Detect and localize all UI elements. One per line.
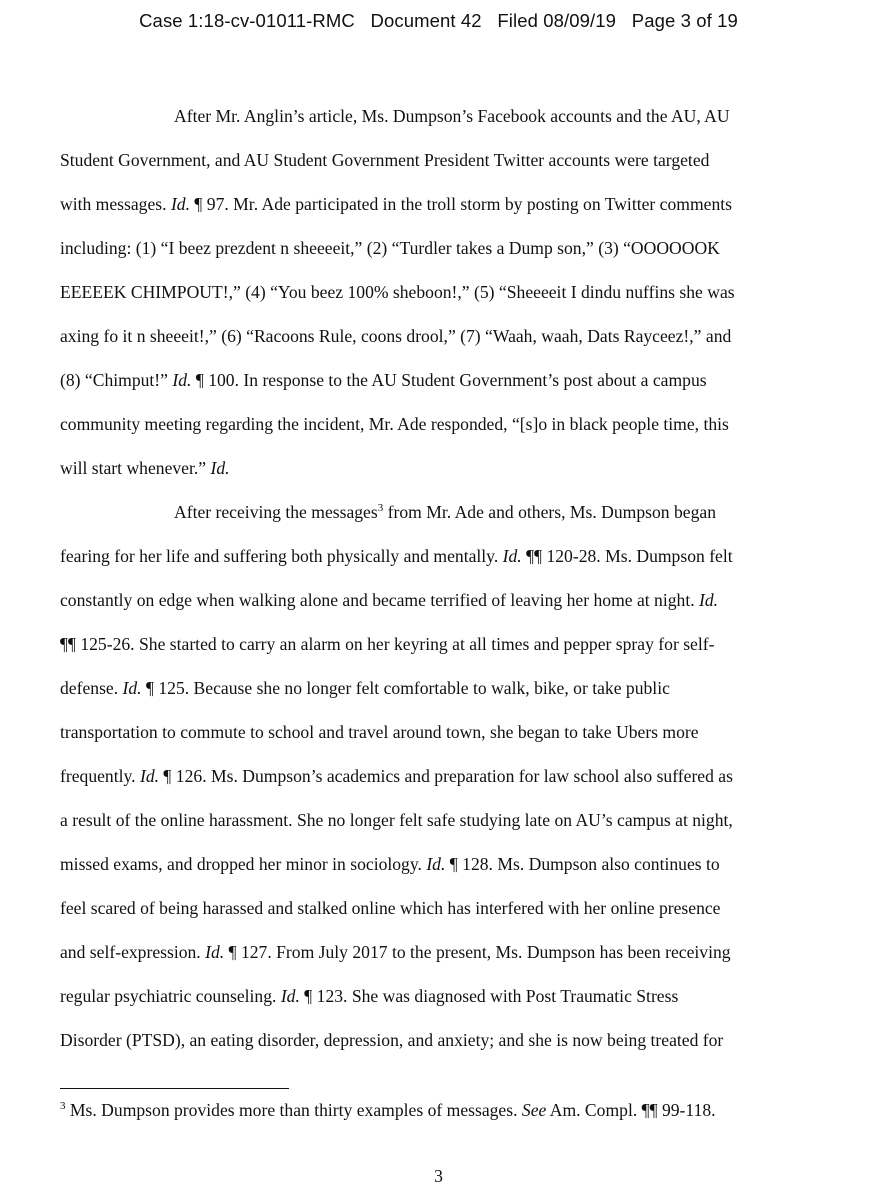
citation-id: Id. bbox=[699, 590, 719, 610]
text-run: frequently. bbox=[60, 766, 140, 786]
text-run: transportation to commute to school and travel around town, she began to take Ubers more bbox=[60, 722, 699, 742]
text-line bbox=[60, 314, 808, 358]
text-run: constantly on edge when walking alone and became terrified of leaving her home at night. bbox=[60, 590, 700, 610]
footnote-divider bbox=[60, 1088, 289, 1089]
text-run: missed exams, and dropped her minor in sociology. bbox=[60, 854, 427, 874]
citation-id: Id. bbox=[280, 986, 300, 1006]
text-run: ¶¶ 125-26. She started to carry an alarm on her keyring at all times and pepper spray for self- bbox=[60, 634, 715, 654]
paragraph-2 bbox=[60, 490, 808, 1062]
citation-id: Id. bbox=[502, 546, 522, 566]
citation-id: Id. bbox=[205, 942, 225, 962]
text-run: ¶ 125. Because she no longer felt comfortable to walk, bike, or take public bbox=[141, 678, 670, 698]
document-body bbox=[60, 94, 808, 1062]
text-line bbox=[60, 974, 808, 1018]
text-run: ¶ 127. From July 2017 to the present, Ms. Dumpson has been receiving bbox=[224, 942, 731, 962]
text-line bbox=[60, 798, 808, 842]
text-line bbox=[60, 490, 808, 534]
text-line bbox=[60, 270, 808, 314]
text-line bbox=[60, 94, 808, 138]
citation-id: Id. bbox=[139, 766, 160, 786]
page-number: 3 bbox=[434, 1166, 443, 1186]
text-run: axing fo it n sheeeit!,” (6) “Racoons Rule, coons drool,” (7) “Waah, waah, Dats Rayceez!,” and bbox=[60, 326, 732, 346]
citation-id: Id. bbox=[172, 370, 192, 390]
citation-id: Id. bbox=[210, 458, 230, 478]
text-run: regular psychiatric counseling. bbox=[60, 986, 281, 1006]
text-run: defense. bbox=[60, 678, 123, 698]
footnote-marker: 3 bbox=[60, 1100, 66, 1113]
text-line bbox=[60, 842, 808, 886]
text-line bbox=[60, 138, 808, 182]
text-run: and self-expression. bbox=[60, 942, 206, 962]
text-run: a result of the online harassment. She no longer felt safe studying late on AU’s campus at night, bbox=[60, 810, 733, 830]
text-line bbox=[60, 1018, 808, 1062]
text-run: community meeting regarding the incident, Mr. Ade responded, “[s]o in black people time, this bbox=[60, 414, 729, 434]
text-run: ¶ 128. Ms. Dumpson also continues to bbox=[445, 854, 720, 874]
text-run: EEEEEK CHIMPOUT!,” (4) “You beez 100% sheboon!,” (5) “Sheeeeit I dindu nuffins she was bbox=[60, 282, 735, 302]
text-run: (8) “Chimput!” bbox=[60, 370, 173, 390]
footnote-citation: Am. Compl. ¶¶ 99-118. bbox=[546, 1100, 716, 1120]
paragraph-1 bbox=[60, 94, 808, 490]
citation-id: Id. bbox=[122, 678, 142, 698]
text-run: Disorder (PTSD), an eating disorder, depression, and anxiety; and she is now being treated for bbox=[60, 1030, 724, 1050]
citation-id: Id. bbox=[426, 854, 446, 874]
text-line bbox=[60, 666, 808, 710]
text-run: from Mr. Ade and others, Ms. Dumpson began bbox=[383, 502, 716, 522]
text-run: Student Government, and AU Student Government President Twitter accounts were targeted bbox=[60, 150, 710, 170]
text-line bbox=[60, 886, 808, 930]
text-run: feel scared of being harassed and stalked online which has interfered with her online presence bbox=[60, 898, 721, 918]
text-line bbox=[60, 534, 808, 578]
footnote-3 bbox=[60, 1098, 820, 1122]
text-run: with messages. bbox=[60, 194, 171, 214]
text-line bbox=[60, 402, 808, 446]
text-line bbox=[60, 226, 808, 270]
text-run: ¶ 126. Ms. Dumpson’s academics and preparation for law school also suffered as bbox=[159, 766, 733, 786]
text-line bbox=[60, 754, 808, 798]
text-line bbox=[60, 182, 808, 226]
citation-id: Id. bbox=[170, 194, 190, 214]
text-run: including: (1) “I beez prezdent n sheeeeit,” (2) “Turdler takes a Dump son,” (3) “OOOOOOK bbox=[60, 238, 720, 258]
text-run: After Mr. Anglin’s article, Ms. Dumpson’s Facebook accounts and the AU, AU bbox=[174, 106, 730, 126]
text-line bbox=[60, 578, 808, 622]
text-line bbox=[60, 622, 808, 666]
case-header: Case 1:18-cv-01011-RMC Document 42 Filed 08/09/19 Page 3 of 19 bbox=[139, 10, 738, 31]
footnote-see-signal: See bbox=[521, 1100, 547, 1120]
text-run: ¶¶ 120-28. Ms. Dumpson felt bbox=[521, 546, 733, 566]
text-run: After receiving the messages bbox=[174, 502, 378, 522]
text-run: ¶ 100. In response to the AU Student Government’s post about a campus bbox=[191, 370, 707, 390]
footnote-reference: 3 bbox=[377, 502, 384, 515]
footnote-text: Ms. Dumpson provides more than thirty examples of messages. bbox=[65, 1100, 522, 1120]
text-line bbox=[60, 710, 808, 754]
text-line bbox=[60, 930, 808, 974]
text-line bbox=[60, 358, 808, 402]
text-run: fearing for her life and suffering both physically and mentally. bbox=[60, 546, 503, 566]
text-line bbox=[60, 446, 808, 490]
text-run: ¶ 97. Mr. Ade participated in the troll storm by posting on Twitter comments bbox=[190, 194, 732, 214]
text-run: will start whenever.” bbox=[60, 458, 211, 478]
text-run: ¶ 123. She was diagnosed with Post Traumatic Stress bbox=[299, 986, 679, 1006]
